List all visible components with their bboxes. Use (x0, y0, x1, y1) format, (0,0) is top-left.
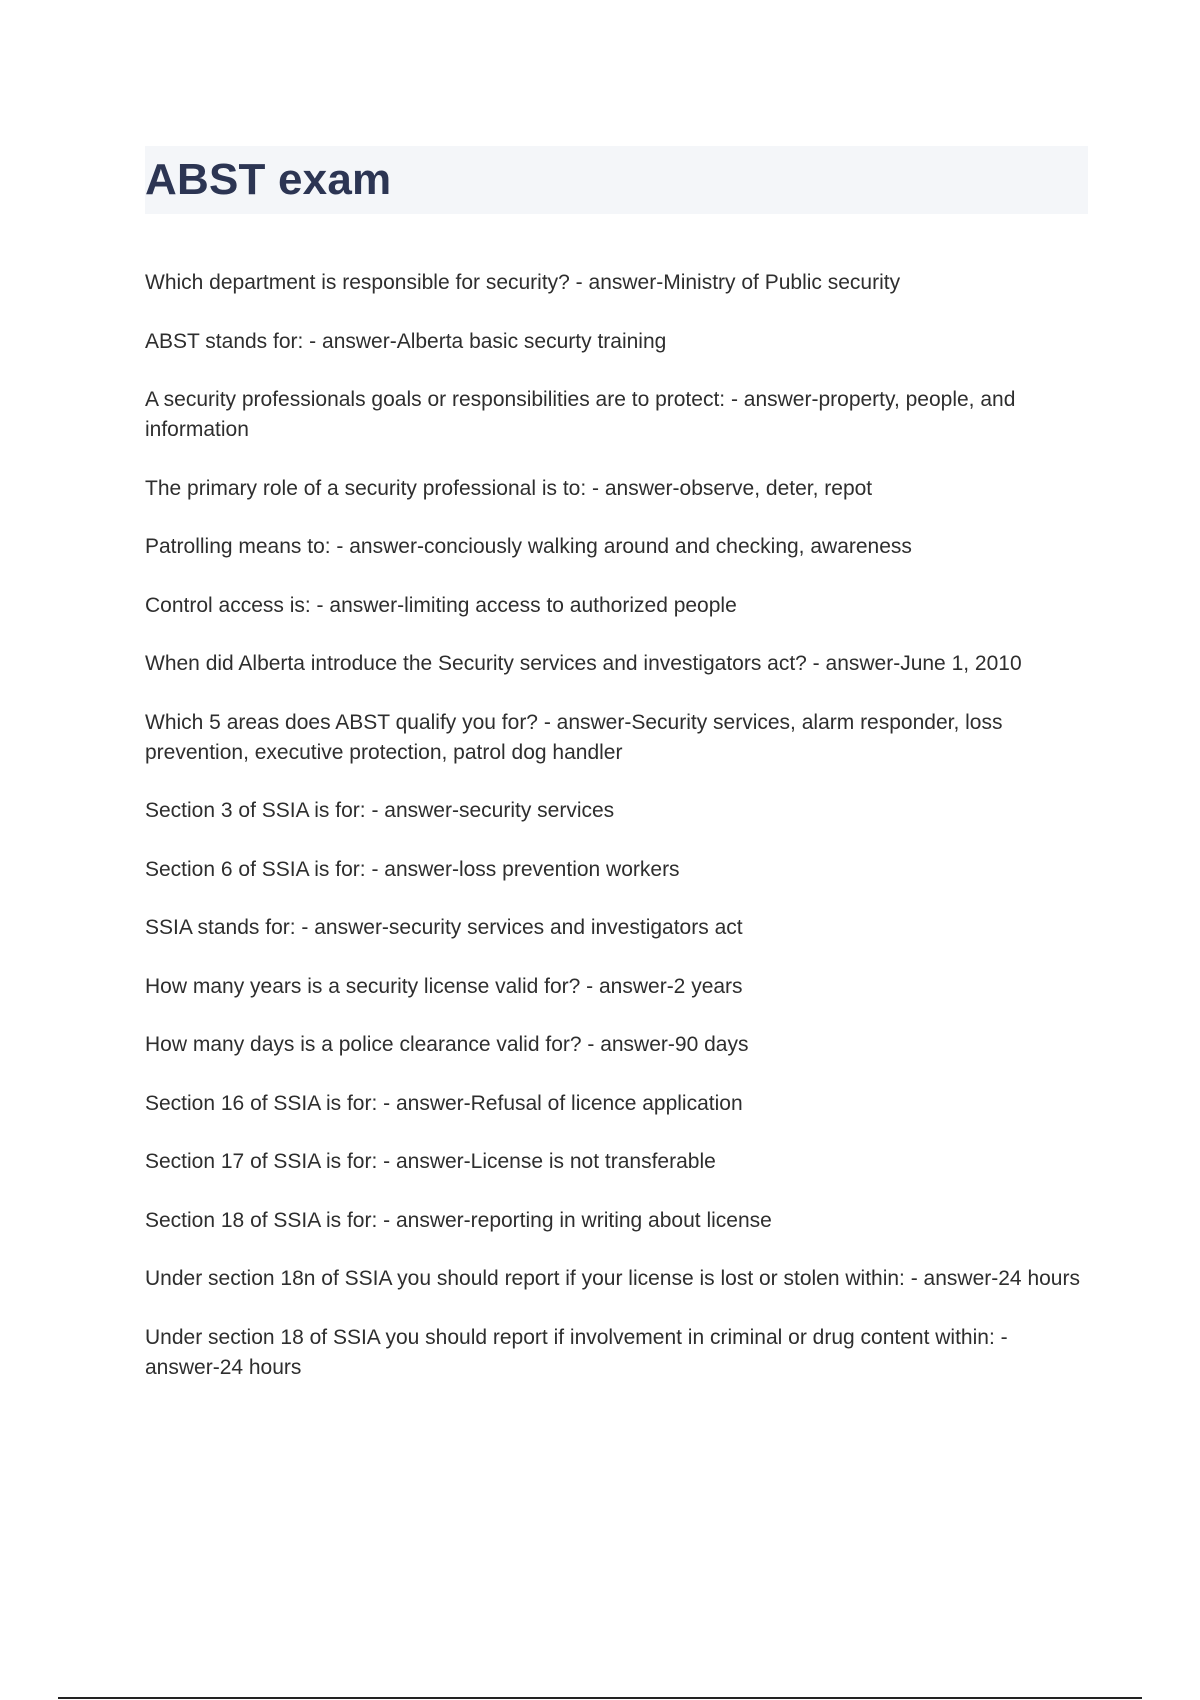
qa-item: The primary role of a security professional is to: - answer-observe, deter, repot (145, 476, 873, 500)
qa-item: Section 6 of SSIA is for: - answer-loss prevention workers (145, 857, 680, 881)
qa-item: Which 5 areas does ABST qualify you for? - answer-Security services, alarm responder, loss prevention, executive protection, patrol dog handler (145, 710, 1003, 764)
qa-item: Section 16 of SSIA is for: - answer-Refusal of licence application (145, 1091, 743, 1115)
qa-item: Under section 18 of SSIA you should report if involvement in criminal or drug content within: - answer-24 hours (145, 1325, 1008, 1379)
qa-item: Section 17 of SSIA is for: - answer-License is not transferable (145, 1150, 716, 1173)
qa-list (145, 268, 1080, 1411)
qa-item: Which department is responsible for security? - answer-Ministry of Public security (145, 271, 901, 294)
qa-item: ABST stands for: - answer-Alberta basic securty training (145, 329, 667, 353)
qa-item: Section 18 of SSIA is for: - answer-reporting in writing about license (145, 1208, 772, 1232)
qa-item: Under section 18n of SSIA you should report if your license is lost or stolen within: - answer-24 hours (145, 1267, 1080, 1290)
footer-divider (58, 1697, 1142, 1699)
qa-item: How many days is a police clearance valid for? - answer-90 days (145, 1033, 749, 1056)
qa-item: Control access is: - answer-limiting access to authorized people (145, 593, 737, 617)
qa-item: Patrolling means to: - answer-conciously walking around and checking, awareness (145, 535, 912, 558)
page-title: ABST exam (145, 155, 392, 204)
title-band (145, 146, 1088, 214)
qa-item: SSIA stands for: - answer-security services and investigators act (145, 916, 743, 939)
qa-item: When did Alberta introduce the Security services and investigators act? - answer-June 1, 2010 (145, 652, 1022, 675)
qa-item: Section 3 of SSIA is for: - answer-security services (145, 799, 615, 822)
qa-item: A security professionals goals or responsibilities are to protect: - answer-property, people, and information (145, 388, 1016, 441)
qa-item: How many years is a security license valid for? - answer-2 years (145, 974, 743, 998)
